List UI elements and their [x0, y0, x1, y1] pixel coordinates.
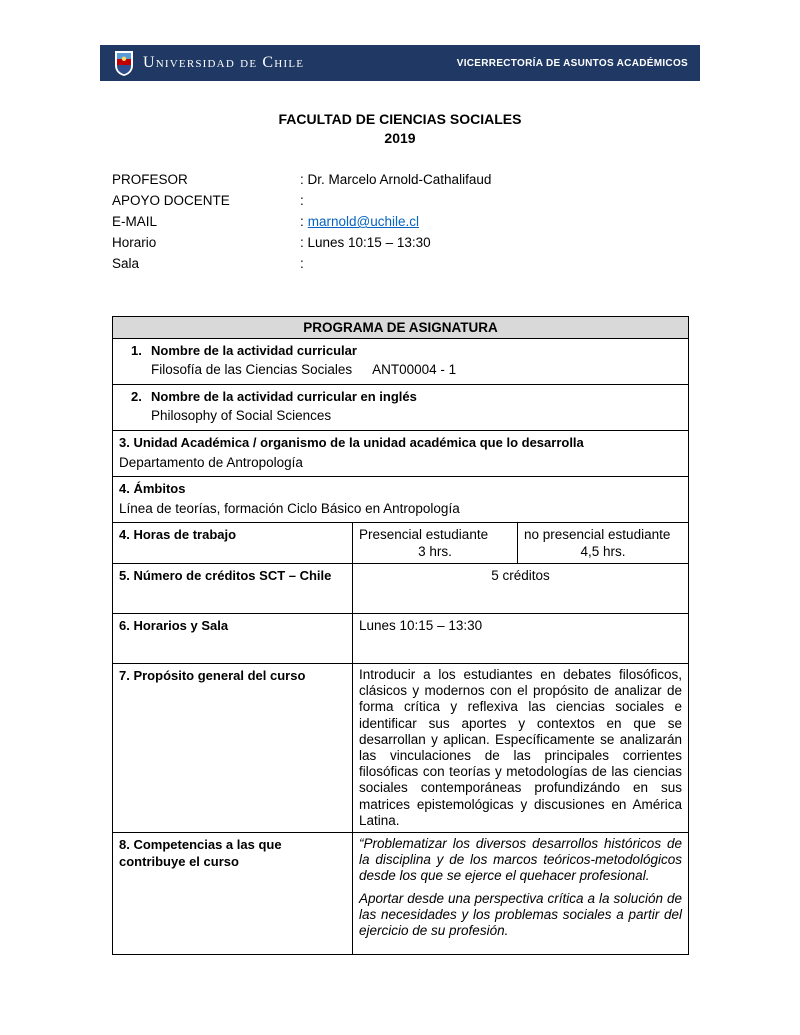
item6-title: 5. Número de créditos SCT – Chile	[119, 568, 332, 583]
row-horarios-sala	[113, 614, 689, 664]
competencias-paragraph-2: Aportar desde una perspectiva crítica a la solución de las necesidades y los problemas sociales a partir del ejercicio de su profesión.	[359, 890, 683, 939]
vicerrectoria-banner-text: VICERRECTORÍA DE ASUNTOS ACADÉMICOS	[456, 57, 688, 69]
document-title-block	[0, 110, 800, 148]
document-year: 2019	[384, 130, 416, 146]
info-row-email	[112, 211, 688, 232]
info-row-apoyo-docente	[112, 190, 688, 211]
horario-value: : Lunes 10:15 – 13:30	[300, 235, 431, 250]
item7-title: 6. Horarios y Sala	[119, 618, 229, 633]
presencial-label: Presencial estudiante	[359, 527, 489, 542]
row-ambitos	[113, 477, 689, 523]
sala-label: Sala	[112, 256, 140, 271]
item1-title-line	[119, 342, 682, 359]
info-row-sala	[112, 253, 688, 274]
apoyo-docente-label: APOYO DOCENTE	[112, 193, 230, 208]
item4-value: Línea de teorías, formación Ciclo Básico en Antropología	[119, 501, 460, 516]
item1-title: Nombre de la actividad curricular	[151, 343, 357, 358]
email-label: E-MAIL	[112, 214, 158, 229]
course-info-block	[112, 169, 688, 274]
university-of-chile-logo-icon	[114, 50, 134, 77]
info-row-horario	[112, 232, 688, 253]
horario-label: Horario	[112, 235, 157, 250]
email-colon: :	[300, 214, 304, 229]
info-row-profesor	[112, 169, 688, 190]
course-name-english: Philosophy of Social Sciences	[151, 408, 332, 423]
email-value	[300, 211, 688, 232]
top-banner	[100, 45, 700, 81]
course-code: ANT00004 - 1	[372, 362, 457, 377]
proposito-text: Introducir a los estudiantes en debates filosóficos, clásicos y modernos con el propósito de analizar de forma crítica y reflexiva las ciencias sociales e identificar sus aportes y contextos en que se desarrollan y aplican. Específicamente se analizarán las vinculaciones de las principales corrientes filosóficas con teorías y metodologías de las ciencias sociales contemporáneas profundizándo en sus matrices epistemológicas y discusiones en América Latina.	[359, 667, 683, 828]
presencial-hours: 3 hrs.	[418, 544, 452, 559]
item2-title: Nombre de la actividad curricular en inglés	[151, 389, 417, 404]
item5-title: 4. Horas de trabajo	[119, 527, 237, 542]
row-competencias	[113, 833, 689, 955]
item3-title: 3. Unidad Académica / organismo de la unidad académica que lo desarrolla	[119, 435, 584, 450]
row-creditos	[113, 564, 689, 614]
horarios-value: Lunes 10:15 – 13:30	[353, 614, 689, 664]
program-table	[112, 316, 689, 955]
row-unidad-academica	[113, 431, 689, 477]
table-header-title: PROGRAMA DE ASIGNATURA	[113, 317, 689, 339]
row-horas-trabajo	[113, 523, 689, 564]
item9-title: 8. Competencias a las que contribuye el curso	[119, 837, 282, 870]
item3-value: Departamento de Antropología	[119, 455, 303, 470]
university-brand-text: Universidad de Chile	[143, 54, 305, 71]
item2-value-line	[119, 407, 682, 424]
item2-number: 2.	[131, 389, 142, 404]
course-name: Filosofía de las Ciencias Sociales	[151, 362, 353, 377]
row-nombre-actividad	[113, 339, 689, 385]
no-presencial-label: no presencial estudiante	[524, 527, 671, 542]
competencias-paragraph-1: “Problematizar los diversos desarrollos históricos de la disciplina y de los marcos teóricos-metodológicos desde los que se ejerce el quehacer profesional.	[359, 836, 683, 884]
creditos-value: 5 créditos	[353, 564, 689, 614]
email-link[interactable]: marnold@uchile.cl	[307, 214, 420, 229]
row-nombre-ingles	[113, 385, 689, 431]
table-header-row	[113, 317, 689, 339]
no-presencial-hours: 4,5 hrs.	[580, 544, 626, 559]
apoyo-docente-value: :	[300, 193, 304, 208]
sala-value: :	[300, 256, 304, 271]
item2-title-line	[119, 388, 682, 405]
row-proposito	[113, 664, 689, 833]
item4-title: 4. Ámbitos	[119, 481, 186, 496]
item1-number: 1.	[131, 343, 142, 358]
profesor-label: PROFESOR	[112, 172, 188, 187]
item1-value-line	[119, 361, 682, 378]
faculty-title: FACULTAD DE CIENCIAS SOCIALES	[278, 111, 522, 127]
profesor-value: : Dr. Marcelo Arnold-Cathalifaud	[300, 172, 492, 187]
item8-title: 7. Propósito general del curso	[119, 668, 306, 683]
